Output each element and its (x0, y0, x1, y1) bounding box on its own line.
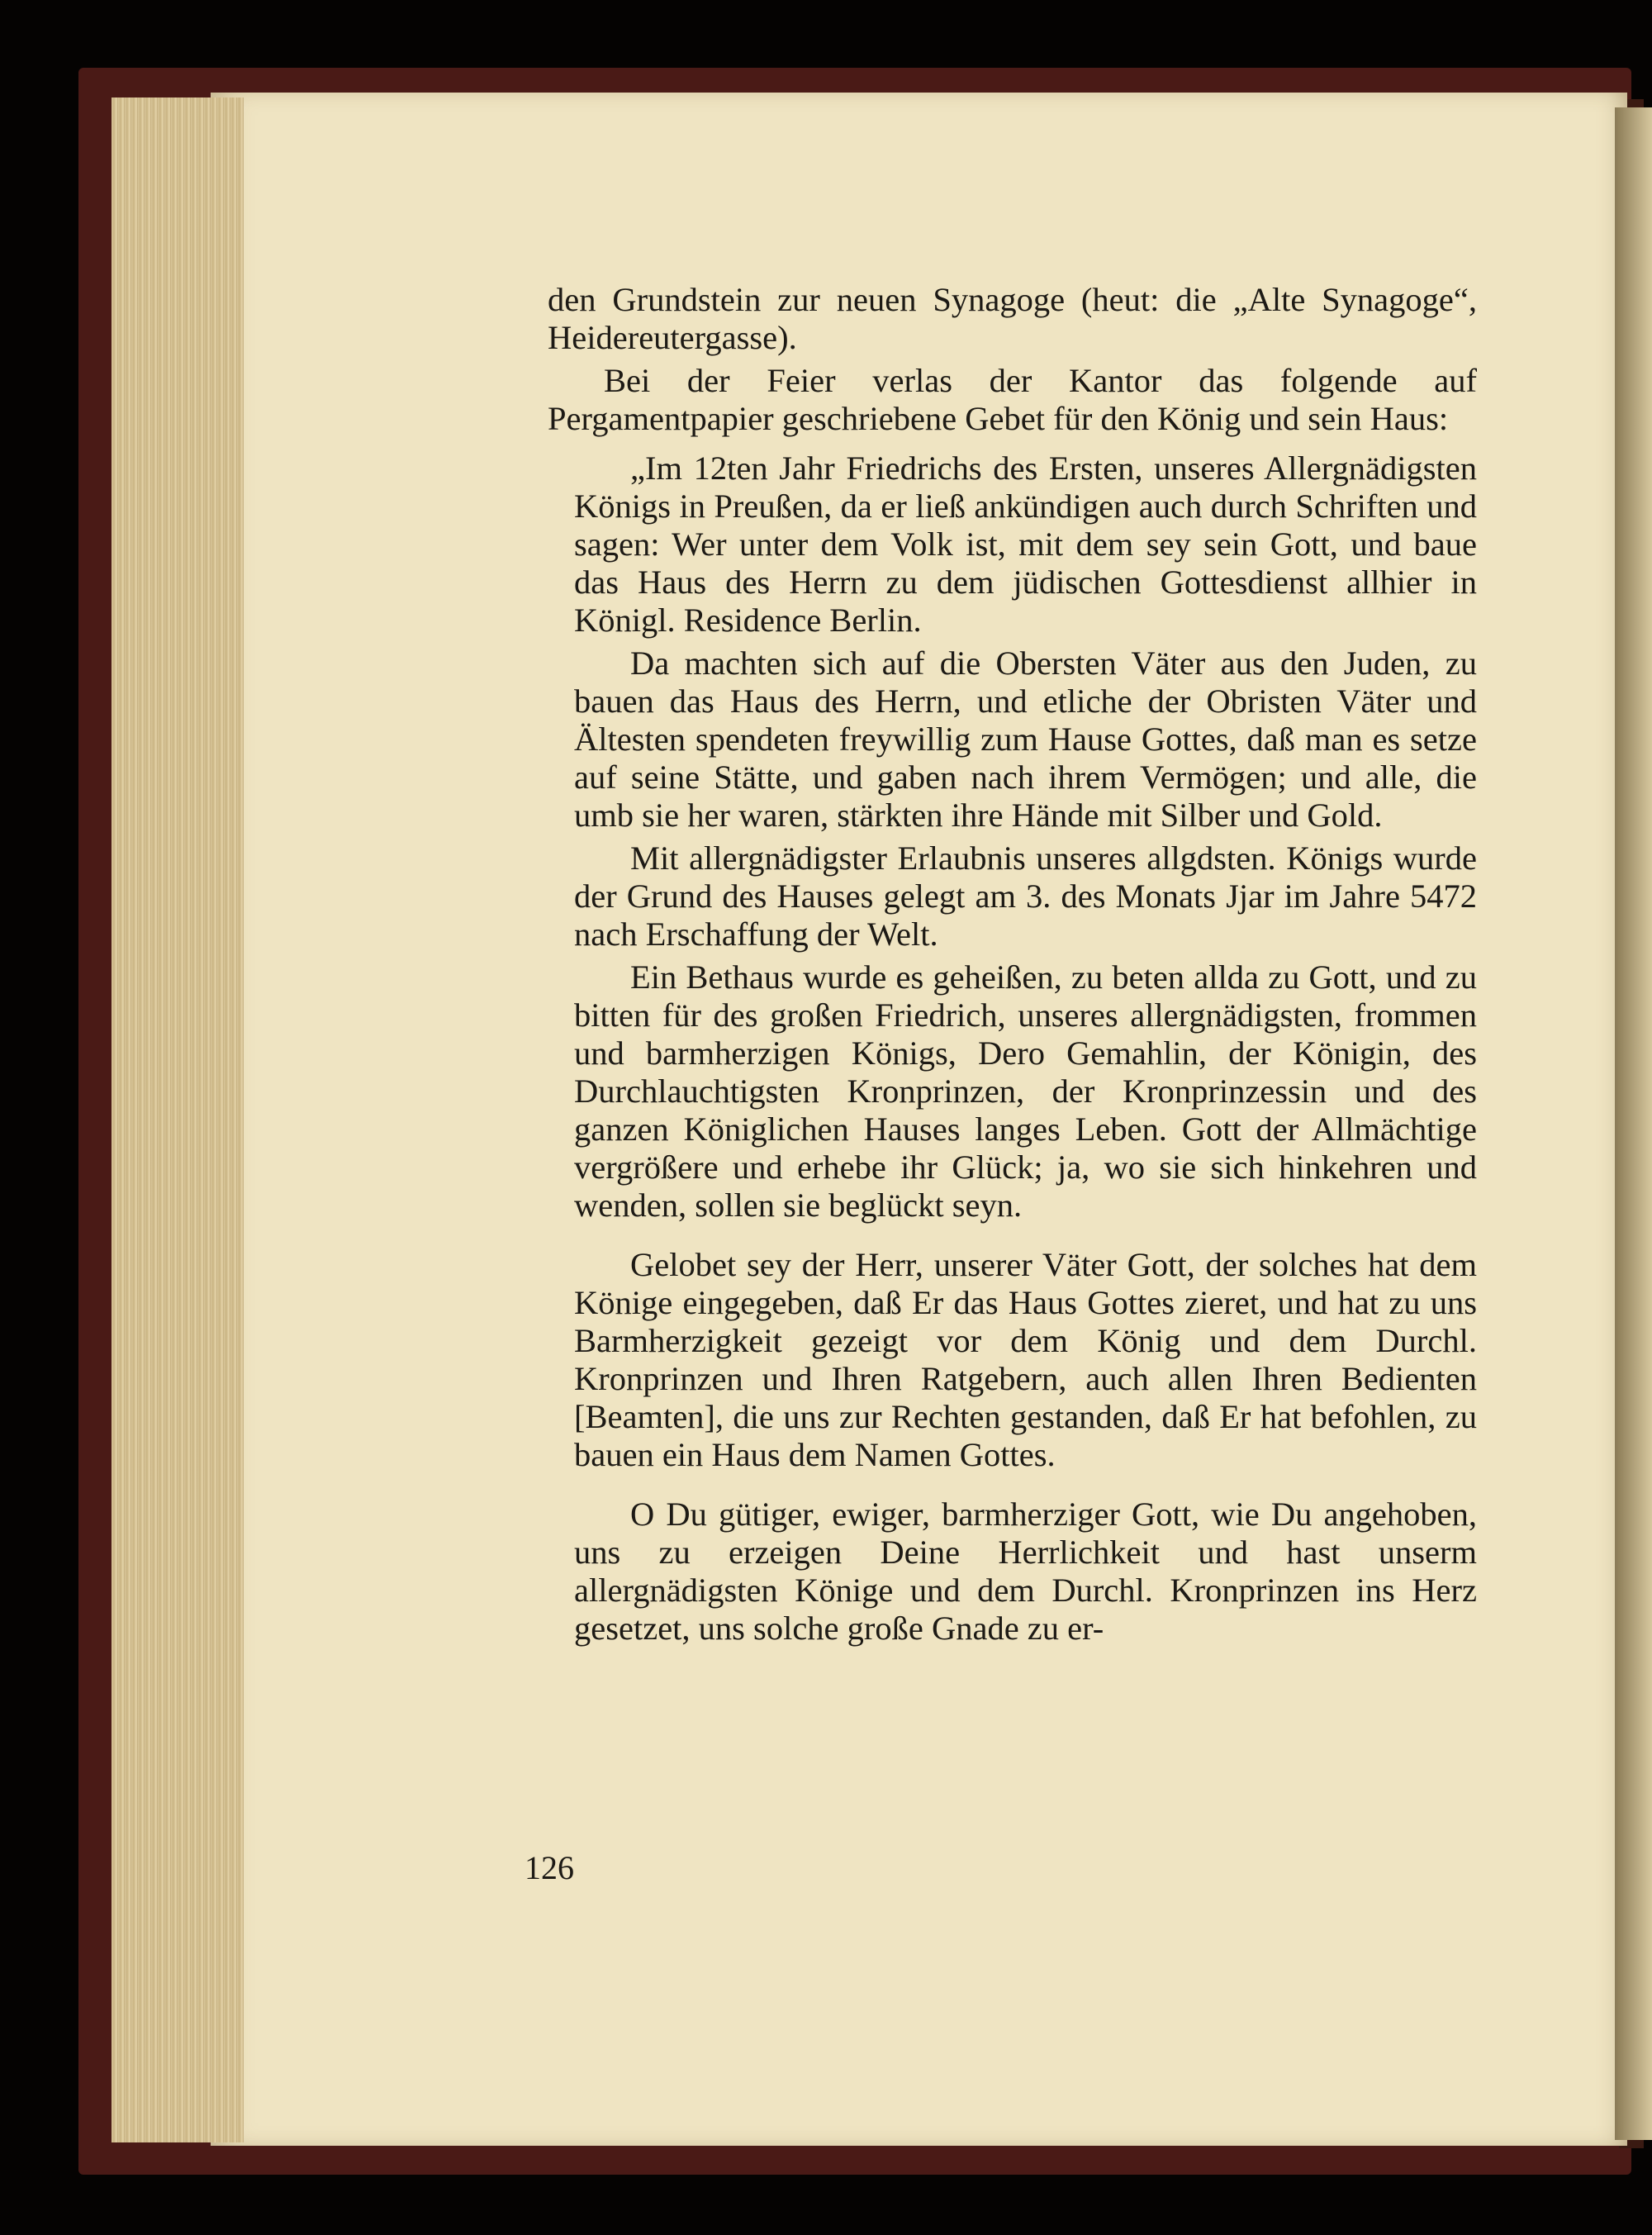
quoted-paragraph: Mit allergnädigster Erlaubnis unseres allgdsten. Königs wurde der Grund des Hauses gelegt am 3. des Monats Jjar im Jahre 5472 nach Erschaffung der Welt. (574, 839, 1477, 953)
quoted-paragraph: Gelobet sey der Herr, unserer Väter Gott, der solches hat dem Könige eingegeben, daß Er das Haus Gottes zieret, und hat zu uns Barmherzigkeit gezeigt vor dem König und dem Durchl. Kronprinzen und Ihren Ratgebern, auch allen Ihren Bedienten [Beamten], die uns zur Rechten gestanden, daß Er hat befohlen, zu bauen ein Haus dem Namen Gottes. (574, 1246, 1477, 1473)
page-text (548, 281, 1477, 1648)
book-gutter (1615, 107, 1652, 2140)
quoted-paragraph: O Du gütiger, ewiger, barmherziger Gott, wie Du angehoben, uns zu erzeigen Deine Herrlichkeit und hast unserm allergnädigsten Könige und dem Durchl. Kronprinzen ins Herz gesetzet, uns solche große Gnade zu er- (574, 1496, 1477, 1647)
paragraph: den Grundstein zur neuen Synagoge (heut: die „Alte Synagoge“, Heidereutergasse). (548, 281, 1477, 356)
page-number: 126 (525, 1849, 574, 1886)
paragraph: Bei der Feier verlas der Kantor das folgende auf Pergamentpapier geschriebene Gebet für den König und sein Haus: (548, 362, 1477, 437)
page-stack-edges (112, 97, 244, 2142)
quoted-paragraph: Ein Bethaus wurde es geheißen, zu beten allda zu Gott, und zu bitten für des großen Friedrich, unseres allergnädigsten, frommen und barmherzigen Königs, Dero Gemahlin, der Königin, des Durchlauchtigsten Kronprinzen, der Kronprinzessin und des ganzen Königlichen Hauses langes Leben. Gott der Allmächtige vergrößere und erhebe ihr Glück; ja, wo sie sich hinkehren und wenden, sollen sie beglückt seyn. (574, 958, 1477, 1224)
quoted-paragraph: „Im 12ten Jahr Friedrichs des Ersten, unseres Allergnädigsten Königs in Preußen, da er ließ ankündigen auch durch Schriften und sagen: Wer unter dem Volk ist, mit dem sey sein Gott, und baue das Haus des Herrn zu dem jüdischen Gottesdienst allhier in Königl. Residence Berlin. (574, 449, 1477, 639)
quoted-paragraph: Da machten sich auf die Obersten Väter aus den Juden, zu bauen das Haus des Herrn, und etliche der Obristen Väter und Ältesten spendeten freywillig zum Hause Gottes, daß man es setze auf seine Stätte, und gaben nach ihrem Vermögen; und alle, die umb sie her waren, stärkten ihre Hände mit Silber und Gold. (574, 644, 1477, 834)
